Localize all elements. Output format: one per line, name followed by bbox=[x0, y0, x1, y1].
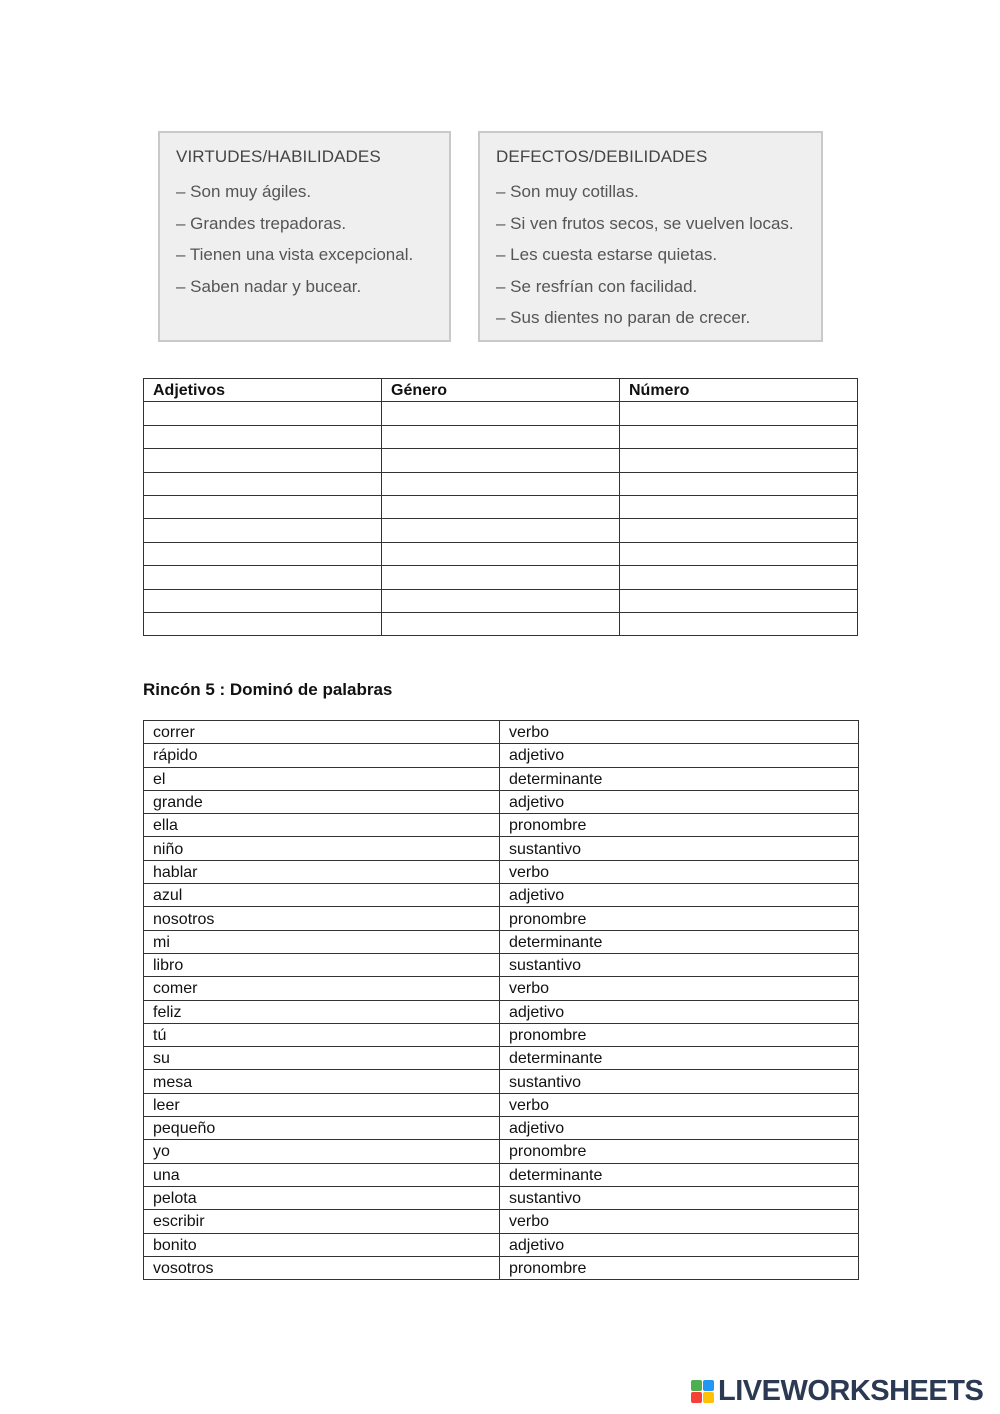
word-cell: el bbox=[144, 767, 500, 790]
word-cell: ella bbox=[144, 814, 500, 837]
table-row bbox=[144, 1163, 859, 1186]
category-cell: pronombre bbox=[500, 907, 859, 930]
category-cell: adjetivo bbox=[500, 1117, 859, 1140]
numero-cell[interactable] bbox=[620, 402, 858, 425]
genero-cell[interactable] bbox=[382, 589, 620, 612]
table-row bbox=[144, 907, 859, 930]
table-row bbox=[144, 449, 858, 472]
adjetivos-table bbox=[143, 378, 858, 636]
table-row bbox=[144, 1023, 859, 1046]
table-row bbox=[144, 1000, 859, 1023]
word-cell: nosotros bbox=[144, 907, 500, 930]
genero-cell[interactable] bbox=[382, 542, 620, 565]
rincon5-title: Rincón 5 : Dominó de palabras bbox=[143, 680, 393, 699]
word-cell: correr bbox=[144, 721, 500, 744]
defectos-box bbox=[478, 131, 823, 342]
table-row bbox=[144, 1256, 859, 1279]
category-cell: pronombre bbox=[500, 1023, 859, 1046]
category-cell: determinante bbox=[500, 1047, 859, 1070]
category-cell: verbo bbox=[500, 1093, 859, 1116]
word-cell: hablar bbox=[144, 860, 500, 883]
adjetivo-cell[interactable] bbox=[144, 542, 382, 565]
genero-cell[interactable] bbox=[382, 495, 620, 518]
table-row bbox=[144, 721, 859, 744]
domino-table bbox=[143, 720, 859, 1280]
genero-cell[interactable] bbox=[382, 566, 620, 589]
category-cell: sustantivo bbox=[500, 1070, 859, 1093]
table-row bbox=[144, 425, 858, 448]
table-row bbox=[144, 744, 859, 767]
numero-cell[interactable] bbox=[620, 589, 858, 612]
table-row bbox=[144, 1140, 859, 1163]
category-cell: verbo bbox=[500, 721, 859, 744]
numero-cell[interactable] bbox=[620, 449, 858, 472]
logo-square bbox=[703, 1392, 714, 1403]
virtudes-item: – Grandes trepadoras. bbox=[176, 213, 347, 233]
table-row bbox=[144, 1186, 859, 1209]
numero-cell[interactable] bbox=[620, 472, 858, 495]
category-cell: verbo bbox=[500, 977, 859, 1000]
category-cell: adjetivo bbox=[500, 744, 859, 767]
virtudes-item: – Son muy ágiles. bbox=[176, 182, 312, 201]
word-cell: yo bbox=[144, 1140, 500, 1163]
adjetivo-cell[interactable] bbox=[144, 402, 382, 425]
word-cell: su bbox=[144, 1047, 500, 1070]
category-cell: pronombre bbox=[500, 814, 859, 837]
adjetivo-cell[interactable] bbox=[144, 589, 382, 612]
adjetivo-cell[interactable] bbox=[144, 449, 382, 472]
category-cell: pronombre bbox=[500, 1256, 859, 1279]
genero-cell[interactable] bbox=[382, 519, 620, 542]
numero-cell[interactable] bbox=[620, 425, 858, 448]
table-row bbox=[144, 1093, 859, 1116]
defectos-item: – Se resfrían con facilidad. bbox=[496, 276, 698, 296]
table-row bbox=[144, 977, 859, 1000]
table-row bbox=[144, 930, 859, 953]
liveworksheets-logo bbox=[691, 1375, 983, 1407]
defectos-item: – Si ven frutos secos, se vuelven locas. bbox=[496, 213, 794, 233]
category-cell: determinante bbox=[500, 1163, 859, 1186]
word-cell: pequeño bbox=[144, 1117, 500, 1140]
category-cell: adjetivo bbox=[500, 884, 859, 907]
table-row bbox=[144, 884, 859, 907]
category-cell: adjetivo bbox=[500, 1000, 859, 1023]
table-row bbox=[144, 472, 858, 495]
numero-cell[interactable] bbox=[620, 612, 858, 635]
word-cell: vosotros bbox=[144, 1256, 500, 1279]
word-cell: niño bbox=[144, 837, 500, 860]
virtudes-box bbox=[158, 131, 451, 342]
category-cell: verbo bbox=[500, 860, 859, 883]
numero-cell[interactable] bbox=[620, 542, 858, 565]
adjetivo-cell[interactable] bbox=[144, 425, 382, 448]
word-cell: escribir bbox=[144, 1210, 500, 1233]
logo-icon bbox=[691, 1380, 714, 1403]
virtudes-title: VIRTUDES/HABILIDADES bbox=[176, 147, 381, 166]
table-row bbox=[144, 837, 859, 860]
numero-cell[interactable] bbox=[620, 495, 858, 518]
word-cell: bonito bbox=[144, 1233, 500, 1256]
table-row bbox=[144, 790, 859, 813]
adjetivo-cell[interactable] bbox=[144, 495, 382, 518]
genero-cell[interactable] bbox=[382, 425, 620, 448]
header-numero: Número bbox=[620, 379, 858, 402]
table-row bbox=[144, 1047, 859, 1070]
adjetivos-table-body bbox=[144, 402, 858, 636]
defectos-title: DEFECTOS/DEBILIDADES bbox=[496, 147, 708, 166]
table-row bbox=[144, 814, 859, 837]
word-cell: tú bbox=[144, 1023, 500, 1046]
table-row bbox=[144, 495, 858, 518]
word-cell: mi bbox=[144, 930, 500, 953]
genero-cell[interactable] bbox=[382, 449, 620, 472]
table-row bbox=[144, 860, 859, 883]
genero-cell[interactable] bbox=[382, 472, 620, 495]
word-cell: feliz bbox=[144, 1000, 500, 1023]
defectos-item: – Les cuesta estarse quietas. bbox=[496, 245, 718, 265]
defectos-item: – Son muy cotillas. bbox=[496, 182, 639, 201]
table-row bbox=[144, 612, 858, 635]
category-cell: sustantivo bbox=[500, 953, 859, 976]
virtudes-list bbox=[176, 181, 433, 307]
logo-square bbox=[691, 1380, 702, 1391]
logo-square bbox=[703, 1380, 714, 1391]
category-cell: pronombre bbox=[500, 1140, 859, 1163]
table-row bbox=[144, 1070, 859, 1093]
word-cell: grande bbox=[144, 790, 500, 813]
word-cell: rápido bbox=[144, 744, 500, 767]
table-row bbox=[144, 1233, 859, 1256]
table-row bbox=[144, 519, 858, 542]
header-adjetivos: Adjetivos bbox=[144, 379, 382, 402]
defectos-item: – Sus dientes no paran de crecer. bbox=[496, 308, 751, 328]
adjetivo-cell[interactable] bbox=[144, 472, 382, 495]
category-cell: verbo bbox=[500, 1210, 859, 1233]
table-row bbox=[144, 589, 858, 612]
genero-cell[interactable] bbox=[382, 402, 620, 425]
category-cell: determinante bbox=[500, 930, 859, 953]
category-cell: sustantivo bbox=[500, 1186, 859, 1209]
logo-square bbox=[691, 1392, 702, 1403]
table-row bbox=[144, 542, 858, 565]
word-cell: mesa bbox=[144, 1070, 500, 1093]
virtudes-item: – Tienen una vista excepcional. bbox=[176, 245, 414, 265]
genero-cell[interactable] bbox=[382, 612, 620, 635]
numero-cell[interactable] bbox=[620, 519, 858, 542]
adjetivo-cell[interactable] bbox=[144, 612, 382, 635]
header-genero: Género bbox=[382, 379, 620, 402]
defectos-list bbox=[496, 181, 805, 339]
category-cell: adjetivo bbox=[500, 790, 859, 813]
adjetivo-cell[interactable] bbox=[144, 566, 382, 589]
table-row bbox=[144, 1210, 859, 1233]
category-cell: sustantivo bbox=[500, 837, 859, 860]
virtudes-item: – Saben nadar y bucear. bbox=[176, 276, 362, 296]
logo-text: LIVEWORKSHEETS bbox=[718, 1374, 984, 1407]
word-cell: una bbox=[144, 1163, 500, 1186]
table-row bbox=[144, 402, 858, 425]
category-cell: determinante bbox=[500, 767, 859, 790]
domino-table-body bbox=[144, 721, 859, 1280]
adjetivo-cell[interactable] bbox=[144, 519, 382, 542]
word-cell: comer bbox=[144, 977, 500, 1000]
word-cell: azul bbox=[144, 884, 500, 907]
numero-cell[interactable] bbox=[620, 566, 858, 589]
table-row bbox=[144, 767, 859, 790]
word-cell: pelota bbox=[144, 1186, 500, 1209]
table-row bbox=[144, 566, 858, 589]
table-header-row bbox=[144, 379, 858, 402]
word-cell: leer bbox=[144, 1093, 500, 1116]
table-row bbox=[144, 953, 859, 976]
word-cell: libro bbox=[144, 953, 500, 976]
table-row bbox=[144, 1117, 859, 1140]
category-cell: adjetivo bbox=[500, 1233, 859, 1256]
